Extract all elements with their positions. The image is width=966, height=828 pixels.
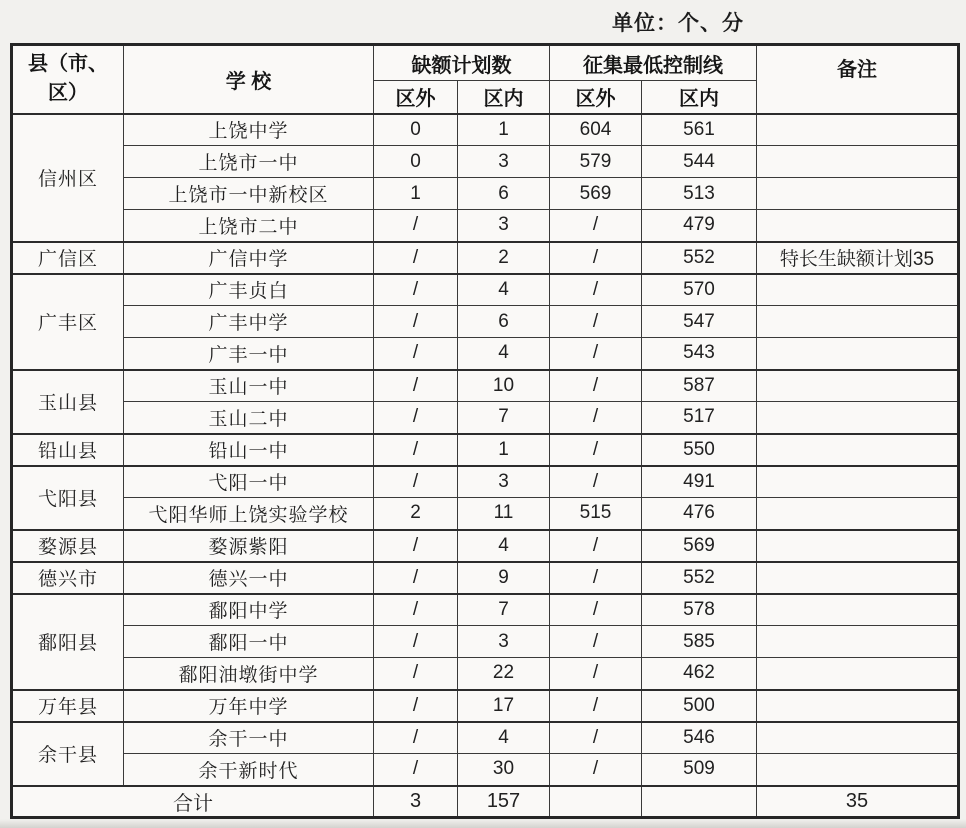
remark-cell xyxy=(757,274,959,306)
county-column-header-text: 县（市、区） xyxy=(28,53,108,105)
line-inside-cell: 476 xyxy=(642,498,757,530)
line-inside-cell: 552 xyxy=(642,562,757,594)
line-outside-cell: 604 xyxy=(550,114,642,146)
school-row xyxy=(12,594,959,626)
school-cell: 余干新时代 xyxy=(124,754,374,786)
county-cell: 铅山县 xyxy=(12,434,124,466)
quota-inside-cell: 3 xyxy=(458,210,550,242)
line-inside-cell: 578 xyxy=(642,594,757,626)
line-inside-cell: 570 xyxy=(642,274,757,306)
quota-outside-cell: / xyxy=(374,722,458,754)
quota-inside-cell: 11 xyxy=(458,498,550,530)
school-row xyxy=(12,114,959,146)
line-outside-cell: 569 xyxy=(550,178,642,210)
school-row xyxy=(12,530,959,562)
county-cell: 广信区 xyxy=(12,242,124,274)
school-row xyxy=(12,146,959,178)
remark-cell xyxy=(757,562,959,594)
shortage-plan-group-header: 缺额计划数 xyxy=(374,45,550,81)
quota-inside-cell: 10 xyxy=(458,370,550,402)
school-cell: 铅山一中 xyxy=(124,434,374,466)
remark-cell xyxy=(757,530,959,562)
school-cell: 弋阳一中 xyxy=(124,466,374,498)
school-cell: 鄱阳油墩街中学 xyxy=(124,658,374,690)
county-cell: 鄱阳县 xyxy=(12,594,124,690)
quota-inside-cell: 30 xyxy=(458,754,550,786)
line-outside-cell: / xyxy=(550,754,642,786)
remark-cell xyxy=(757,210,959,242)
remark-cell xyxy=(757,114,959,146)
school-row xyxy=(12,178,959,210)
county-cell: 玉山县 xyxy=(12,370,124,434)
line-inside-cell: 544 xyxy=(642,146,757,178)
line-inside-cell: 543 xyxy=(642,338,757,370)
school-row xyxy=(12,338,959,370)
line-inside-cell: 587 xyxy=(642,370,757,402)
quota-outside-cell: / xyxy=(374,402,458,434)
quota-inside-cell: 4 xyxy=(458,338,550,370)
remark-cell xyxy=(757,338,959,370)
school-cell: 上饶市一中新校区 xyxy=(124,178,374,210)
remark-cell xyxy=(757,722,959,754)
table-header xyxy=(12,45,959,114)
school-cell: 广丰一中 xyxy=(124,338,374,370)
quota-inside-cell: 3 xyxy=(458,466,550,498)
line-inside-cell: 500 xyxy=(642,690,757,722)
school-cell: 鄱阳中学 xyxy=(124,594,374,626)
line-outside-cell: / xyxy=(550,562,642,594)
school-cell: 德兴一中 xyxy=(124,562,374,594)
quota-outside-cell: / xyxy=(374,466,458,498)
county-column-header xyxy=(12,45,124,114)
remark-cell xyxy=(757,626,959,658)
county-cell: 弋阳县 xyxy=(12,466,124,530)
line-outside-cell: / xyxy=(550,434,642,466)
line-outside-cell: / xyxy=(550,530,642,562)
line-outside-cell: / xyxy=(550,722,642,754)
school-row xyxy=(12,210,959,242)
county-cell: 余干县 xyxy=(12,722,124,786)
line-inside-cell: 509 xyxy=(642,754,757,786)
line-inside-cell: 561 xyxy=(642,114,757,146)
school-cell: 婺源紫阳 xyxy=(124,530,374,562)
total-quota-outside-cell: 3 xyxy=(374,786,458,818)
county-cell: 德兴市 xyxy=(12,562,124,594)
school-row xyxy=(12,306,959,338)
line-outside-cell: / xyxy=(550,242,642,274)
line-outside-cell: / xyxy=(550,402,642,434)
line-inside-cell: 479 xyxy=(642,210,757,242)
quota-outside-cell: / xyxy=(374,306,458,338)
school-cell: 广信中学 xyxy=(124,242,374,274)
quota-inside-cell: 6 xyxy=(458,178,550,210)
quota-outside-cell: / xyxy=(374,338,458,370)
quota-outside-cell: 0 xyxy=(374,114,458,146)
quota-inside-cell: 3 xyxy=(458,626,550,658)
total-label-cell: 合计 xyxy=(12,786,374,818)
total-remark-cell: 35 xyxy=(757,786,959,818)
school-cell: 上饶市二中 xyxy=(124,210,374,242)
school-row xyxy=(12,242,959,274)
quota-inside-cell: 4 xyxy=(458,274,550,306)
quota-outside-cell: 1 xyxy=(374,178,458,210)
line-inside-cell: 585 xyxy=(642,626,757,658)
remark-cell xyxy=(757,306,959,338)
remark-cell: 特长生缺额计划35 xyxy=(757,242,959,274)
line-inside-cell: 552 xyxy=(642,242,757,274)
table-body xyxy=(12,114,959,818)
school-cell: 弋阳华师上饶实验学校 xyxy=(124,498,374,530)
quota-outside-cell: / xyxy=(374,562,458,594)
quota-inside-cell: 7 xyxy=(458,594,550,626)
quota-outside-cell: / xyxy=(374,690,458,722)
school-row xyxy=(12,370,959,402)
line-inside-cell: 517 xyxy=(642,402,757,434)
school-cell: 广丰中学 xyxy=(124,306,374,338)
school-row xyxy=(12,626,959,658)
school-row xyxy=(12,434,959,466)
total-line-outside-cell xyxy=(550,786,642,818)
total-line-inside-cell xyxy=(642,786,757,818)
school-row xyxy=(12,658,959,690)
quota-outside-cell: / xyxy=(374,370,458,402)
school-row xyxy=(12,722,959,754)
school-row xyxy=(12,402,959,434)
line-outside-cell: / xyxy=(550,338,642,370)
school-row xyxy=(12,466,959,498)
shortage-inside-subheader: 区内 xyxy=(458,81,550,114)
quota-inside-cell: 2 xyxy=(458,242,550,274)
remark-cell xyxy=(757,402,959,434)
school-cell: 上饶中学 xyxy=(124,114,374,146)
quota-inside-cell: 9 xyxy=(458,562,550,594)
remark-cell xyxy=(757,434,959,466)
line-inside-cell: 546 xyxy=(642,722,757,754)
line-outside-cell: / xyxy=(550,370,642,402)
remark-cell xyxy=(757,370,959,402)
line-inside-subheader: 区内 xyxy=(642,81,757,114)
quota-inside-cell: 4 xyxy=(458,722,550,754)
remark-cell xyxy=(757,690,959,722)
quota-outside-cell: 0 xyxy=(374,146,458,178)
quota-outside-cell: / xyxy=(374,274,458,306)
quota-outside-cell: / xyxy=(374,626,458,658)
line-inside-cell: 569 xyxy=(642,530,757,562)
unit-label: 单位：个、分 xyxy=(612,12,744,35)
quota-outside-cell: / xyxy=(374,210,458,242)
county-cell: 信州区 xyxy=(12,114,124,242)
quota-inside-cell: 4 xyxy=(458,530,550,562)
quota-inside-cell: 22 xyxy=(458,658,550,690)
line-outside-cell: / xyxy=(550,658,642,690)
remark-cell xyxy=(757,466,959,498)
quota-outside-cell: / xyxy=(374,594,458,626)
quota-outside-cell: / xyxy=(374,242,458,274)
quota-inside-cell: 3 xyxy=(458,146,550,178)
school-cell: 万年中学 xyxy=(124,690,374,722)
line-inside-cell: 462 xyxy=(642,658,757,690)
remark-column-header: 备注 xyxy=(757,45,959,114)
total-row xyxy=(12,786,959,818)
line-outside-cell: 579 xyxy=(550,146,642,178)
quota-outside-cell: 2 xyxy=(374,498,458,530)
scan-shadow xyxy=(0,819,966,828)
remark-cell xyxy=(757,754,959,786)
line-inside-cell: 513 xyxy=(642,178,757,210)
line-inside-cell: 550 xyxy=(642,434,757,466)
line-outside-cell: / xyxy=(550,690,642,722)
school-row xyxy=(12,690,959,722)
school-cell: 玉山二中 xyxy=(124,402,374,434)
quota-inside-cell: 1 xyxy=(458,434,550,466)
quota-outside-cell: / xyxy=(374,754,458,786)
school-row xyxy=(12,274,959,306)
shortage-outside-subheader: 区外 xyxy=(374,81,458,114)
line-inside-cell: 547 xyxy=(642,306,757,338)
quota-inside-cell: 1 xyxy=(458,114,550,146)
line-outside-cell: / xyxy=(550,210,642,242)
school-cell: 余干一中 xyxy=(124,722,374,754)
remark-cell xyxy=(757,498,959,530)
school-row xyxy=(12,754,959,786)
county-cell: 婺源县 xyxy=(12,530,124,562)
school-cell: 上饶市一中 xyxy=(124,146,374,178)
county-cell: 广丰区 xyxy=(12,274,124,370)
remark-cell xyxy=(757,658,959,690)
line-outside-cell: / xyxy=(550,306,642,338)
total-quota-inside-cell: 157 xyxy=(458,786,550,818)
quota-inside-cell: 7 xyxy=(458,402,550,434)
school-row xyxy=(12,498,959,530)
school-cell: 广丰贞白 xyxy=(124,274,374,306)
control-line-group-header: 征集最低控制线 xyxy=(550,45,757,81)
school-cell: 鄱阳一中 xyxy=(124,626,374,658)
school-column-header: 学 校 xyxy=(124,45,374,114)
quota-outside-cell: / xyxy=(374,658,458,690)
county-cell: 万年县 xyxy=(12,690,124,722)
line-outside-cell: / xyxy=(550,274,642,306)
line-outside-subheader: 区外 xyxy=(550,81,642,114)
quota-inside-cell: 17 xyxy=(458,690,550,722)
line-inside-cell: 491 xyxy=(642,466,757,498)
line-outside-cell: / xyxy=(550,594,642,626)
school-row xyxy=(12,562,959,594)
school-cell: 玉山一中 xyxy=(124,370,374,402)
remark-cell xyxy=(757,178,959,210)
line-outside-cell: / xyxy=(550,466,642,498)
quota-table xyxy=(10,43,960,819)
header-row-1 xyxy=(12,45,959,81)
remark-cell xyxy=(757,594,959,626)
quota-inside-cell: 6 xyxy=(458,306,550,338)
quota-outside-cell: / xyxy=(374,434,458,466)
remark-cell xyxy=(757,146,959,178)
line-outside-cell: / xyxy=(550,626,642,658)
line-outside-cell: 515 xyxy=(550,498,642,530)
quota-outside-cell: / xyxy=(374,530,458,562)
